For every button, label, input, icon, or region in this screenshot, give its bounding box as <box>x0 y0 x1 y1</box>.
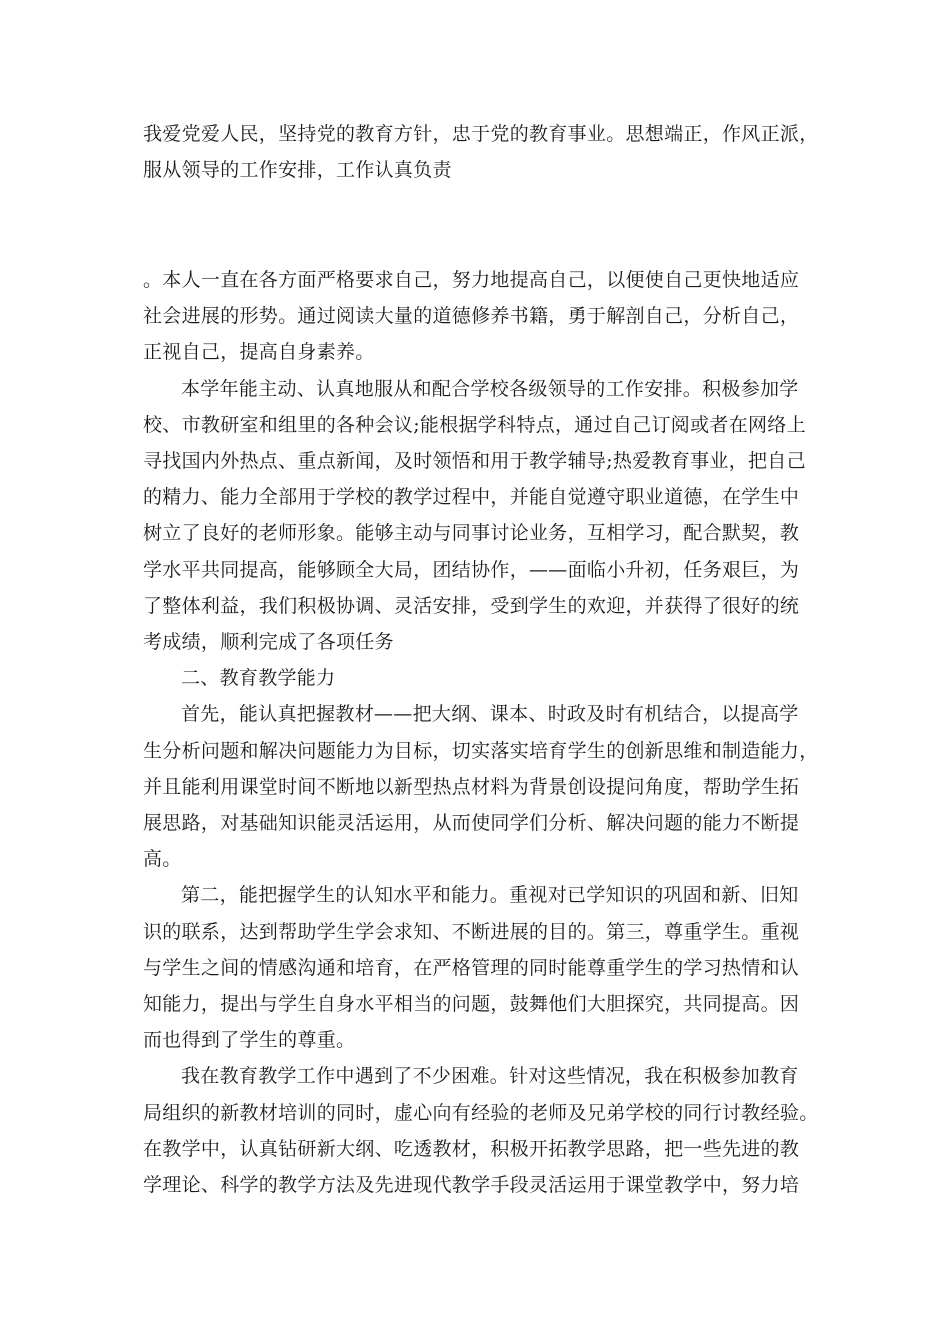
text-line: 在教学中，认真钻研新大纲、吃透教材，积极开拓教学思路，把一些先进的教 <box>143 1137 800 1160</box>
paragraph-second <box>143 877 813 1058</box>
text-line: 。本人一直在各方面严格要求自己，努力地提高自己，以便使自己更快地适应 <box>143 269 800 291</box>
text-line: 识的联系，达到帮助学生学会求知、不断进展的目的。第三，尊重学生。重视 <box>143 920 800 943</box>
text-line: 首先，能认真把握教材——把大纲、课本、时政及时有机结合，以提高学 <box>181 703 799 726</box>
text-line: 第二，能把握学生的认知水平和能力。重视对已学知识的巩固和新、旧知 <box>181 884 799 907</box>
text-line: 本学年能主动、认真地服从和配合学校各级领导的工作安排。积极参加学 <box>181 377 799 400</box>
text-line: 正视自己，提高自身素养。 <box>143 341 375 364</box>
text-line: 生分析问题和解决问题能力为目标，切实落实培育学生的创新思维和制造能力， <box>143 739 819 762</box>
text-line: 与学生之间的情感沟通和培育，在严格管理的同时能尊重学生的学习热情和认 <box>143 956 800 979</box>
text-line: 高。 <box>143 848 182 871</box>
opening-text-block <box>143 116 819 188</box>
text-line: 而也得到了学生的尊重。 <box>143 1029 356 1052</box>
text-line: 我爱党爱人民，坚持党的教育方针，忠于党的教育事业。思想端正，作风正派， <box>143 123 819 145</box>
text-line: 我在教育教学工作中遇到了不少困难。针对这些情况，我在积极参加教育 <box>181 1065 799 1088</box>
opening-paragraph <box>143 116 819 188</box>
text-line: 学理论、科学的教学方法及先进现代教学手段灵活运用于课堂教学中，努力培 <box>143 1174 800 1197</box>
text-line: 局组织的新教材培训的同时，虚心向有经验的老师及兄弟学校的同行讨教经验。 <box>143 1101 819 1124</box>
text-line: 了整体利益，我们积极协调、灵活安排，受到学生的欢迎，并获得了很好的统 <box>143 594 800 617</box>
text-line: 的精力、能力全部用于学校的教学过程中，并能自觉遵守职业道德，在学生中 <box>143 486 800 509</box>
text-line: 考成绩，顺利完成了各项任务 <box>143 631 394 654</box>
section-heading-teaching-ability <box>143 660 813 696</box>
text-line: 学水平共同提高，能够顾全大局，团结协作，——面临小升初，任务艰巨，为 <box>143 558 800 581</box>
text-line: 服从领导的工作安排，工作认真负责 <box>143 159 452 182</box>
section-heading: 二、教育教学能力 <box>181 667 336 690</box>
main-text-block <box>143 262 819 1203</box>
text-line: 寻找国内外热点、重点新闻，及时领悟和用于教学辅导;热爱教育事业，把自己 <box>143 450 806 473</box>
text-line: 社会进展的形势。通过阅读大量的道德修养书籍，勇于解剖自己，分析自己， <box>143 305 800 328</box>
paragraph-difficulties <box>143 1058 819 1203</box>
text-line: 并且能利用课堂时间不断地以新型热点材料为背景创设提问角度，帮助学生拓 <box>143 775 800 798</box>
paragraph-work-attitude <box>143 371 813 661</box>
paragraph-first <box>143 696 819 877</box>
text-line: 树立了良好的老师形象。能够主动与同事讨论业务，互相学习，配合默契，教 <box>143 522 800 545</box>
text-line: 知能力，提出与学生自身水平相当的问题，鼓舞他们大胆探究，共同提高。因 <box>143 993 800 1016</box>
text-line: 校、市教研室和组里的各种会议;能根据学科特点，通过自己订阅或者在网络上 <box>143 413 806 436</box>
text-line: 展思路，对基础知识能灵活运用，从而使同学们分析、解决问题的能力不断提 <box>143 812 800 835</box>
paragraph-self-requirement <box>143 262 813 371</box>
